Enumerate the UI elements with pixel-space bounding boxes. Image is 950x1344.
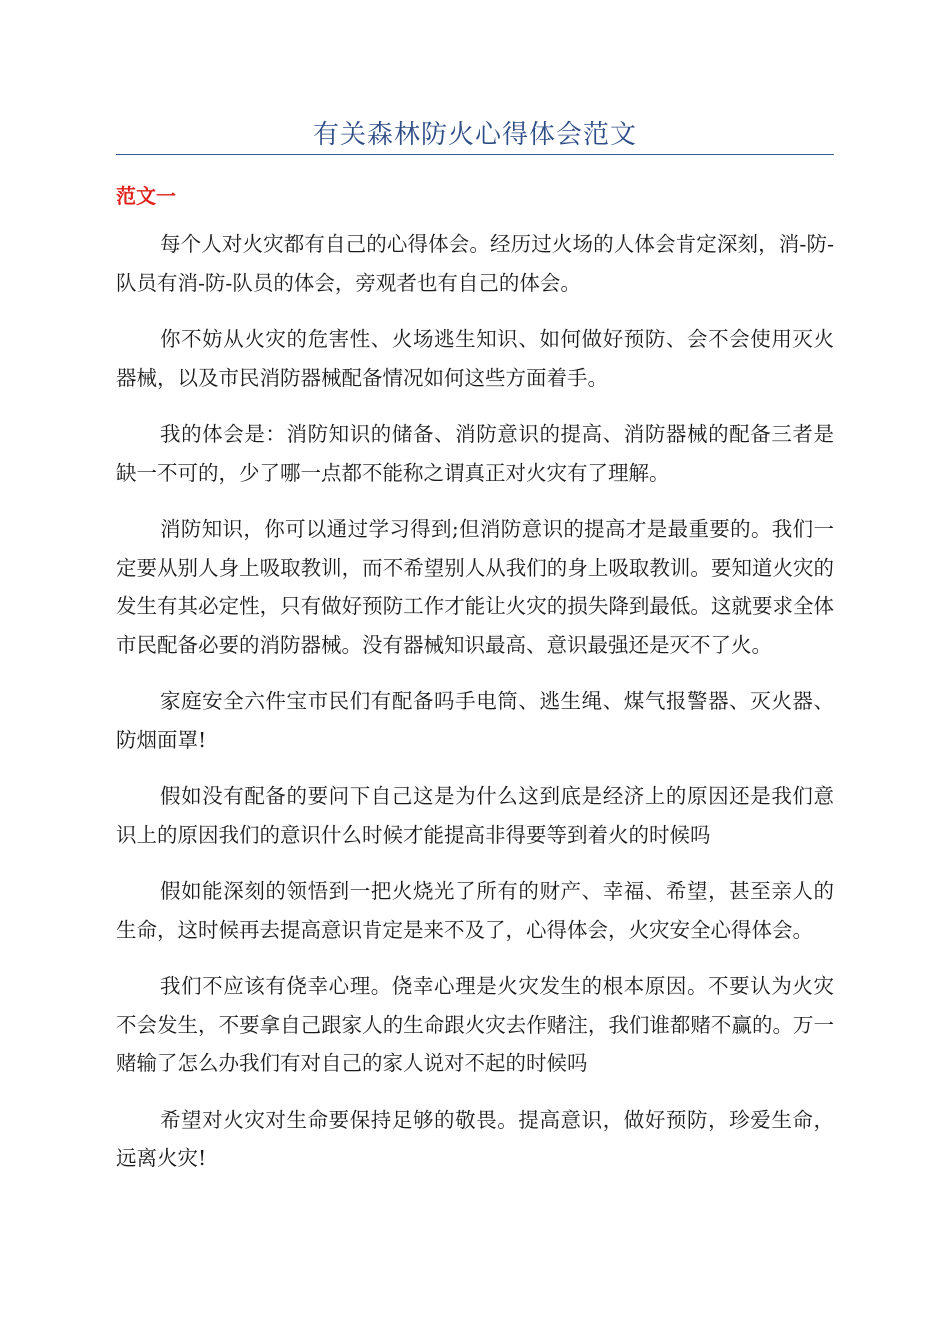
paragraph: 消防知识，你可以通过学习得到;但消防意识的提高才是最重要的。我们一定要从别人身上吸取教训，而不希望别人从我们的身上吸取教训。要知道火灾的发生有其必定性，只有做好预防工作才能让火灾的损失降到最低。这就要求全体市民配备必要的消防器械。没有器械知识最高、意识最强还是灭不了火。: [116, 517, 834, 657]
paragraph: 每个人对火灾都有自己的心得体会。经历过火场的人体会肯定深刻，消-防-队员有消-防-队员的体会，旁观者也有自己的体会。: [116, 232, 834, 295]
paragraph: 假如没有配备的要问下自己这是为什么这到底是经济上的原因还是我们意识上的原因我们的意识什么时候才能提高非得要等到着火的时候吗: [116, 784, 834, 847]
document-page: [116, 0, 834, 1178]
section-heading: 范文一: [116, 184, 176, 208]
paragraph: 我们不应该有侥幸心理。侥幸心理是火灾发生的根本原因。不要认为火灾不会发生，不要拿自己跟家人的生命跟火灾去作赌注，我们谁都赌不赢的。万一赌输了怎么办我们有对自己的家人说对不起的时候吗: [116, 974, 834, 1075]
title-underline: [116, 154, 834, 155]
paragraph: 家庭安全六件宝市民们有配备吗手电筒、逃生绳、煤气报警器、灭火器、防烟面罩!: [116, 689, 834, 752]
paragraph: 假如能深刻的领悟到一把火烧光了所有的财产、幸福、希望，甚至亲人的生命，这时候再去提高意识肯定是来不及了，心得体会，火灾安全心得体会。: [116, 879, 834, 942]
paragraph: 你不妨从火灾的危害性、火场逃生知识、如何做好预防、会不会使用灭火器械，以及市民消防器械配备情况如何这些方面着手。: [116, 327, 834, 390]
paragraph: 我的体会是：消防知识的储备、消防意识的提高、消防器械的配备三者是缺一不可的，少了哪一点都不能称之谓真正对火灾有了理解。: [116, 422, 834, 485]
document-body: [116, 225, 834, 1178]
paragraph: 希望对火灾对生命要保持足够的敬畏。提高意识，做好预防，珍爱生命，远离火灾!: [116, 1107, 834, 1170]
document-title: 有关森林防火心得体会范文: [312, 120, 637, 150]
